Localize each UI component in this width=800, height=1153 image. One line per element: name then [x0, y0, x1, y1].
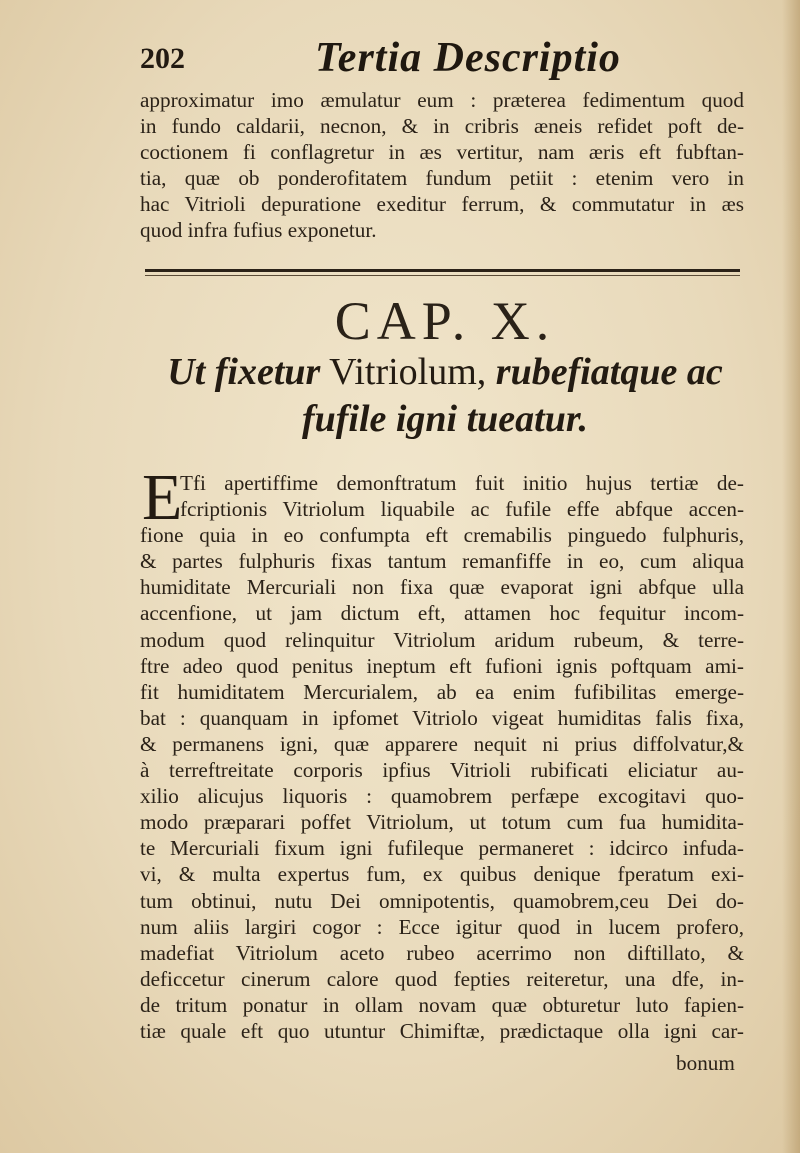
text-line: in fundo caldarii, necnon, & in cribris æneis refidet poft de- [140, 114, 744, 139]
text-line: fcriptionis Vitriolum liquabile ac fufile effe abfque accen- [180, 497, 744, 522]
chapter-title-italic: Ut fixetur [167, 351, 321, 393]
text-line: madefiat Vitriolum aceto rubeo acerrimo non diftillato, & [140, 940, 744, 965]
chapter-title-roman: Vitriolum, [329, 351, 487, 393]
text-line: num aliis largiri cogor : Ecce igitur quod in lucem profero, [140, 914, 744, 939]
text-line: hac Vitrioli depuratione exeditur ferrum, & commutatur in æs [140, 192, 744, 217]
text-line: tia, quæ ob ponderofitatem fundum petiit : etenim vero in [140, 166, 744, 191]
text-line: fione quia in eo confumpta eft cremabilis pinguedo fulphuris, [140, 523, 744, 548]
chapter-title-line-1 [140, 350, 750, 394]
text-line: deficcetur cinerum calore quod fepties reiteretur, una dfe, in- [140, 966, 744, 991]
text-line: & partes fulphuris fixas tantum remanfiffe in eo, cum aliqua [140, 549, 744, 574]
body-paragraph [140, 461, 744, 1044]
text-line: quod infra fufius exponetur. [140, 218, 377, 243]
text-line: vi, & multa expertus fum, ex quibus denique fperatum exi- [140, 862, 744, 887]
text-line: tiæ quale eft quo utuntur Chimiftæ, prædictaque olla igni car- [140, 1018, 744, 1043]
text-line: coctionem fi conflagretur in æs vertitur, nam æris eft fubftan- [140, 140, 744, 165]
page-header [140, 26, 750, 86]
chapter-title-line-2 [140, 397, 750, 441]
text-line: approximatur imo æmulatur eum : præterea fedimentum quod [140, 88, 744, 112]
text-line: & permanens igni, quæ apparere nequit ni prius diffolvatur,& [140, 731, 744, 756]
chapter-title-italic: rubefiatque ac [495, 351, 723, 393]
text-line: accenfione, ut jam dictum eft, attamen hoc fequitur incom- [140, 601, 744, 626]
text-line: à terreftreitate corporis ipfius Vitrioli rubificati eliciatur au- [140, 758, 744, 783]
drop-cap: E [142, 461, 183, 534]
text-line: modum quod relinquitur Vitriolum aridum rubeum, & terre- [140, 627, 744, 652]
section-rule-thin [145, 275, 740, 276]
running-title: Tertia Descriptio [315, 35, 621, 81]
chapter-title-italic: fufile igni tueatur. [301, 398, 589, 440]
text-line: humiditate Mercuriali non fixa quæ evaporat igni abfque ulla [140, 575, 744, 600]
intro-paragraph [140, 87, 744, 244]
text-line: te Mercuriali fixum igni fufileque permaneret : idcirco infuda- [140, 836, 744, 861]
text-line: modo præparari poffet Vitriolum, ut totum cum fua humidita- [140, 810, 744, 835]
page-edge-shadow [782, 0, 800, 1153]
text-line: fit humiditatem Mercurialem, ab ea enim fufibilitas emerge- [140, 679, 744, 704]
chapter-number: CAP. X. [334, 291, 556, 351]
catchword: bonum [676, 1051, 735, 1075]
text-line: tum obtinui, nutu Dei omnipotentis, quamobrem,ceu Dei do- [140, 888, 744, 913]
section-rule [145, 269, 740, 272]
text-line: bat : quanquam in ipfomet Vitriolo vigeat humiditas falis fixa, [140, 705, 744, 730]
text-line: ftre adeo quod penitus ineptum eft fufioni ignis poftquam ami- [140, 653, 744, 678]
text-line: de tritum ponatur in ollam novam quæ obturetur luto fapien- [140, 992, 744, 1017]
text-line: xilio alicujus liquoris : quamobrem perfæpe excogitavi quo- [140, 784, 744, 809]
text-line: Tfi apertiffime demonftratum fuit initio hujus tertiæ de- [180, 471, 744, 495]
page-number: 202 [140, 42, 185, 75]
